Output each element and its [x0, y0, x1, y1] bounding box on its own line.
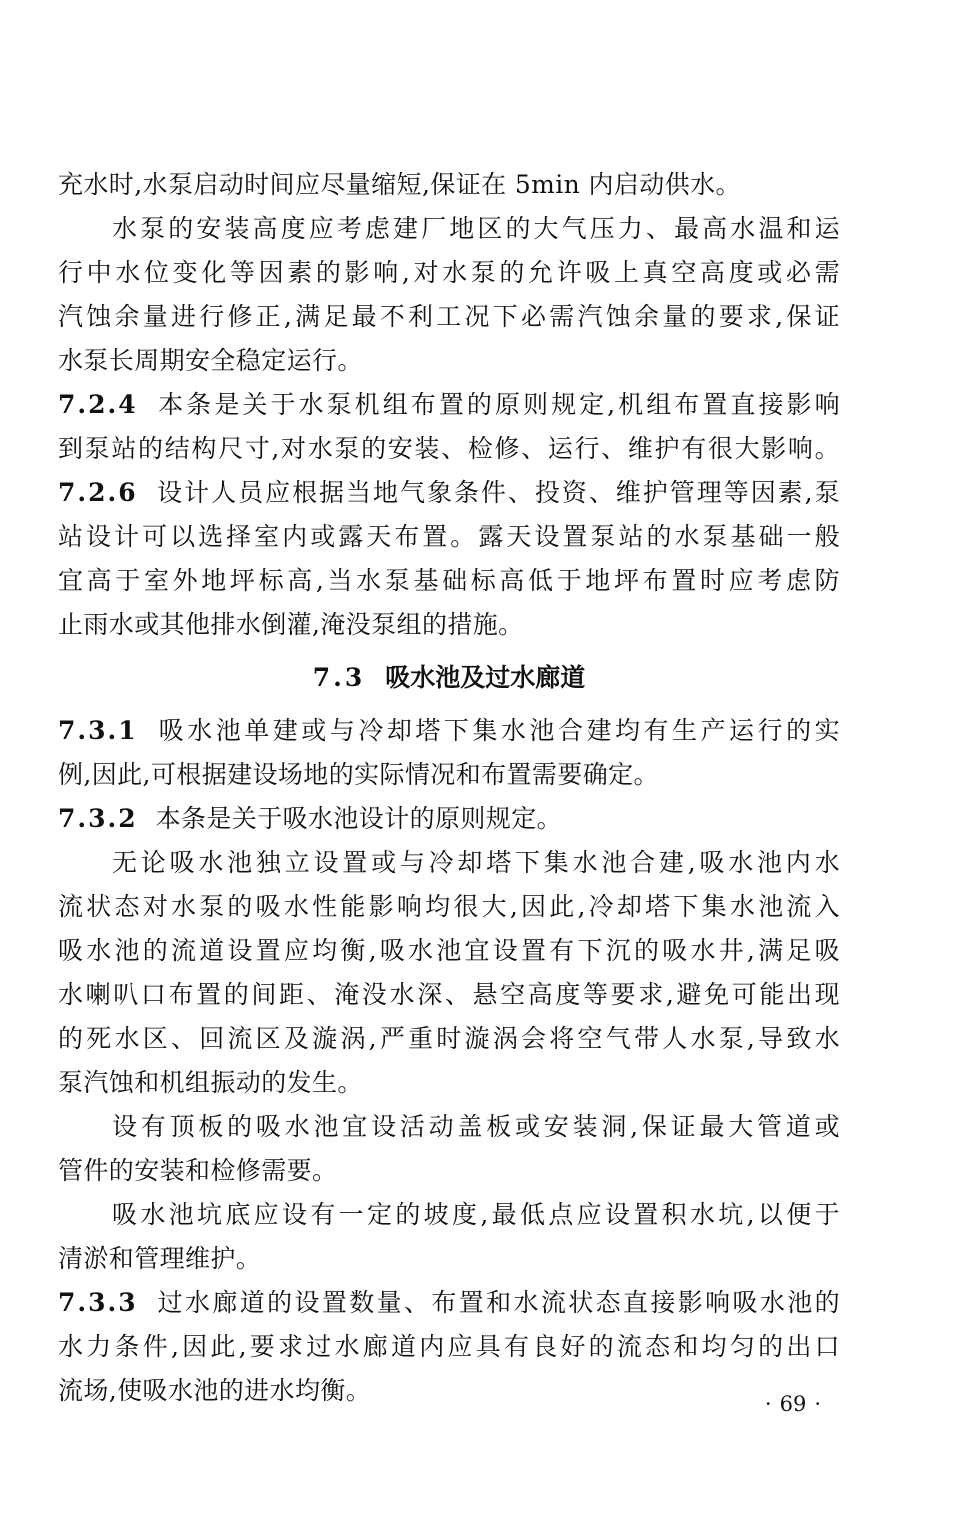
text-line [58, 603, 840, 647]
line-text: 无论吸水池独立设置或与冷却塔下集水池合建,吸水池内水 [112, 848, 840, 877]
line-text: 本条是关于吸水池设计的原则规定。 [155, 804, 562, 833]
clause-number: 7.2.6 [58, 478, 138, 507]
clause-group-7-3 [58, 709, 840, 1413]
line-text: 本条是关于水泵机组布置的原则规定,机组布置直接影响 [155, 390, 840, 419]
clause-number: 7.3.3 [58, 1288, 138, 1317]
clause-group-7-2 [58, 163, 840, 647]
line-text: 管件的安装和检修需要。 [58, 1156, 338, 1185]
line-text: 吸水池坑底应设有一定的坡度,最低点应设置积水坑,以便于 [112, 1200, 840, 1229]
text-line [58, 339, 840, 383]
line-text: 流场,使吸水池的进水均衡。 [58, 1376, 372, 1405]
text-line [58, 1281, 840, 1325]
line-text: 行中水位变化等因素的影响,对水泵的允许吸上真空高度或必需 [58, 258, 840, 287]
line-text: 水喇叭口布置的间距、淹没水深、悬空高度等要求,避免可能出现 [58, 980, 840, 1009]
line-text: 止雨水或其他排水倒灌,淹没泵组的措施。 [58, 610, 524, 639]
page-number [757, 1392, 829, 1416]
page-number-value: 69 [779, 1392, 807, 1416]
text-line [58, 427, 840, 471]
text-line [58, 841, 840, 885]
line-text: 清淤和管理维护。 [58, 1244, 262, 1273]
text-line [58, 1149, 840, 1193]
body-text [58, 163, 840, 1413]
page-number-dot-right: · [814, 1392, 821, 1416]
text-line [58, 1193, 840, 1237]
line-text: 宜高于室外地坪标高,当水泵基础标高低于地坪布置时应考虑防 [58, 566, 840, 595]
line-text: 水泵的安装高度应考虑建厂地区的大气压力、最高水温和运 [112, 214, 840, 243]
line-text: 汽蚀余量进行修正,满足最不利工况下必需汽蚀余量的要求,保证 [58, 302, 840, 331]
text-line [58, 973, 840, 1017]
line-text: 设有顶板的吸水池宜设活动盖板或安装洞,保证最大管道或 [112, 1112, 840, 1141]
section-number: 7.3 [312, 663, 366, 692]
line-text: 过水廊道的设置数量、布置和水流状态直接影响吸水池的 [155, 1288, 840, 1317]
clause-number: 7.3.2 [58, 804, 138, 833]
text-line [58, 1369, 840, 1413]
text-line [58, 753, 840, 797]
text-line [58, 207, 840, 251]
text-line [58, 1017, 840, 1061]
text-line [58, 251, 840, 295]
line-text: 例,因此,可根据建设场地的实际情况和布置需要确定。 [58, 760, 659, 789]
line-text: 站设计可以选择室内或露天布置。露天设置泵站的水泵基础一般 [58, 522, 840, 551]
text-line [58, 295, 840, 339]
line-text: 泵汽蚀和机组振动的发生。 [58, 1068, 363, 1097]
text-line [58, 885, 840, 929]
text-line [58, 929, 840, 973]
line-text: 流状态对水泵的吸水性能影响均很大,因此,冷却塔下集水池流入 [58, 892, 840, 921]
line-text: 水力条件,因此,要求过水廊道内应具有良好的流态和均匀的出口 [58, 1332, 840, 1361]
section-title-text: 吸水池及过水廊道 [385, 663, 586, 692]
section-heading [58, 653, 840, 703]
text-line [58, 797, 840, 841]
line-text: 的死水区、回流区及漩涡,严重时漩涡会将空气带人水泵,导致水 [58, 1024, 840, 1053]
text-line [58, 1105, 840, 1149]
line-text: 吸水池单建或与冷却塔下集水池合建均有生产运行的实 [155, 716, 840, 745]
text-line [58, 383, 840, 427]
text-line [58, 709, 840, 753]
line-text: 设计人员应根据当地气象条件、投资、维护管理等因素,泵 [155, 478, 840, 507]
line-text: 吸水池的流道设置应均衡,吸水池宜设置有下沉的吸水井,满足吸 [58, 936, 840, 965]
text-line [58, 559, 840, 603]
clause-number: 7.2.4 [58, 390, 138, 419]
text-line [58, 1061, 840, 1105]
line-text: 水泵长周期安全稳定运行。 [58, 346, 363, 375]
clause-number: 7.3.1 [58, 716, 138, 745]
line-text: 充水时,水泵启动时间应尽量缩短,保证在 5min 内启动供水。 [58, 170, 741, 199]
text-line [58, 1237, 840, 1281]
line-text: 到泵站的结构尺寸,对水泵的安装、检修、运行、维护有很大影响。 [58, 434, 840, 463]
page-number-dot-left: · [764, 1392, 772, 1416]
text-line [58, 515, 840, 559]
text-line [58, 163, 840, 207]
text-line [58, 471, 840, 515]
text-line [58, 1325, 840, 1369]
